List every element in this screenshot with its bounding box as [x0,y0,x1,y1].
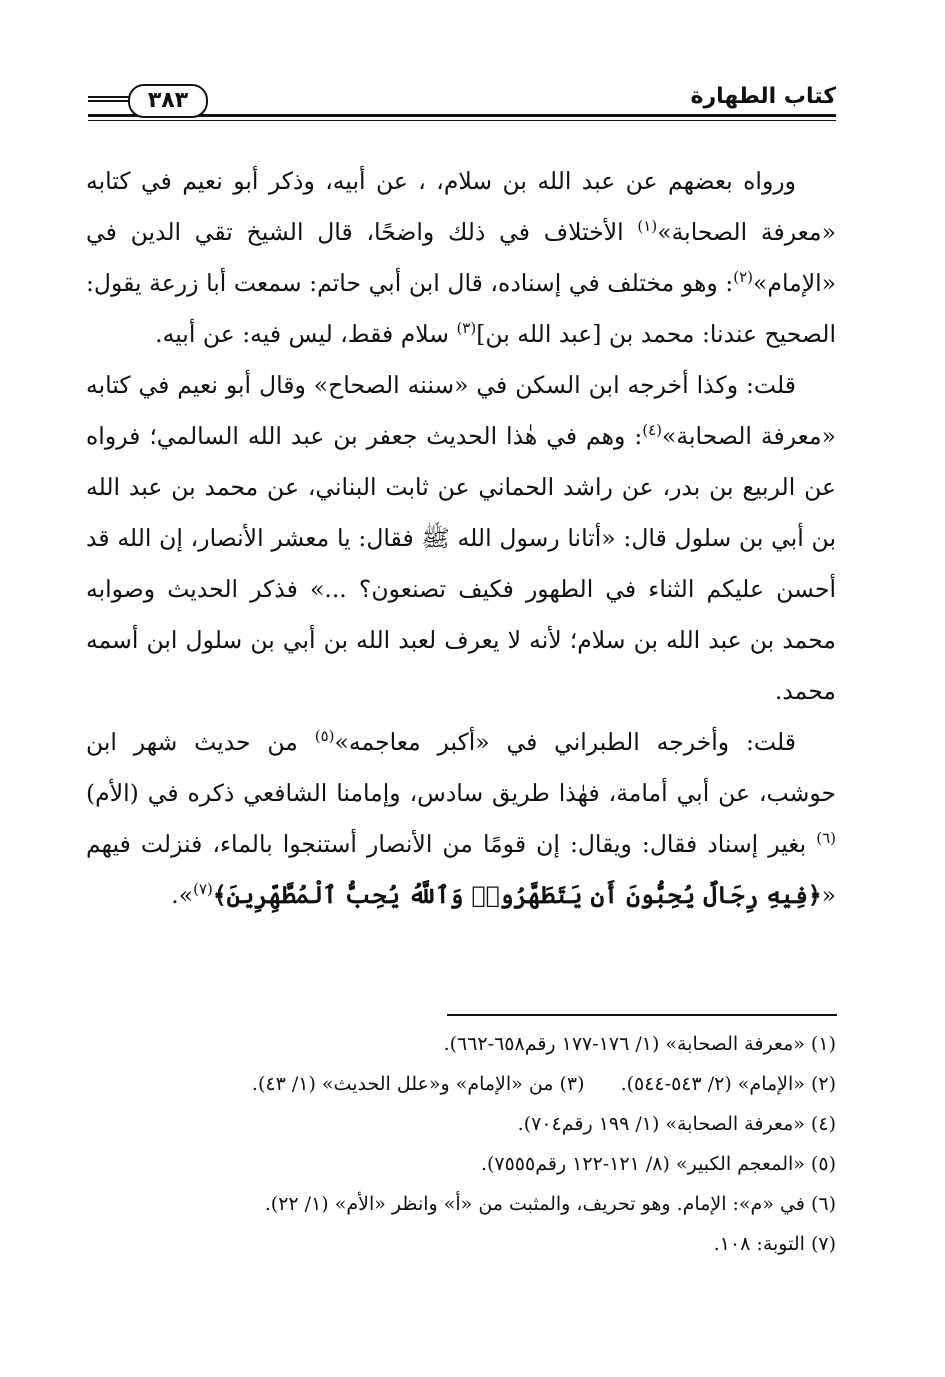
paragraph-2 [86,360,836,717]
footnote-ref-3: (٣) [456,319,477,338]
footnote-1: (١) «معرفة الصحابة» (١/ ١٧٦-١٧٧ رقم٦٥٨-٦٦٢). [443,1033,836,1055]
footnote-ref-7: (٧) [193,880,213,899]
footnote-line [86,1064,836,1104]
paragraph-1 [86,156,836,360]
paragraph-3-text-d: ». [171,881,194,909]
paragraph-1-text-d: سلام فقط، ليس فيه: عن أبيه. [155,320,457,348]
footnote-ref-1: (١) [637,217,658,236]
footnote-line [86,1024,836,1064]
page-header [88,78,836,130]
main-text [86,156,836,921]
paragraph-3 [86,717,836,921]
footnote-ref-4: (٤) [642,421,663,440]
page-number: ٣٨٣ [128,84,208,118]
footnote-line [86,1144,836,1184]
footnote-4: (٤) «معرفة الصحابة» (١/ ١٩٩ رقم٧٠٤). [517,1113,836,1135]
header-rule-thin [88,120,836,121]
footnote-2: (٢) «الإمام» (٢/ ٥٤٣-٥٤٤). [620,1073,836,1095]
quran-verse: ﴿فِيهِ رِجَالٌ يُحِبُّونَ أَن يَتَطَهَّرُوا۟ وَٱللَّهُ يُحِبُّ ٱلْمُطَّهِّرِينَ﴾ [212,881,822,909]
paragraph-3-text-c: بغير إسناد فقال: ويقال: إن قومًا من الأنصار أستنجوا بالماء، فنزلت فيهم « [86,830,836,909]
footnote-ref-2: (٢) [733,268,754,287]
paragraph-1-text-b: الأختلاف في ذلك واضحًا، قال الشيخ تقي الدين في «الإمام» [86,218,836,297]
paragraph-3-text-b: من حديث شهر ابن حوشب، عن أبي أمامة، فهٰذا طريق سادس، وإمامنا الشافعي ذكره في (الأم) [86,728,836,807]
footnote-line [86,1184,836,1224]
footnote-5: (٥) «المعجم الكبير» (٨/ ١٢١-١٢٢ رقم٧٥٥٥). [480,1153,836,1175]
footnote-6: (٦) في «م»: الإمام. وهو تحريف، والمثبت من «أ» وانظر «الأم» (١/ ٢٢). [264,1193,836,1215]
chapter-title: كتاب الطهارة [690,84,836,109]
footnote-ref-5: (٥) [314,727,335,746]
paragraph-2-text-b: : وهم في هٰذا الحديث جعفر بن عبد الله السالمي؛ فرواه عن الربيع بن بدر، عن راشد الحماني عن ثابت البناني، عن محمد بن عبد الله بن أبي بن سلول قال: «أتانا رسول الله ﷺ فقال: يا معشر الأنصار، إن الله قد أحسن عليكم الثناء في الطهور فكيف تصنعون؟ ...» فذكر الحديث وصوابه محمد بن عبد الله بن سلام؛ لأنه لا يعرف لعبد الله بن أبي بن سلول ابن أسمه محمد. [86,422,836,705]
footnote-divider [447,1014,837,1016]
footnotes [86,1024,836,1264]
header-rule-left [88,96,132,102]
footnote-7: (٧) التوبة: ١٠٨. [713,1233,836,1255]
footnote-ref-6: (٦) [816,829,836,848]
footnote-line [86,1224,836,1264]
footnote-line [86,1104,836,1144]
paragraph-1-text-c: : وهو مختلف في إسناده، قال ابن أبي حاتم: سمعت أبا زرعة يقول: الصحيح عندنا: محمد بن [عبد الله بن] [86,269,836,348]
footnote-3: (٣) من «الإمام» و«علل الحديث» (١/ ٤٣). [251,1073,585,1095]
paragraph-2-text-a: قلت: وكذا أخرجه ابن السكن في «سننه الصحاح» وقال أبو نعيم في كتابه «معرفة الصحابة» [86,371,836,450]
footnote-spacer [585,1064,621,1104]
paragraph-3-text-a: قلت: وأخرجه الطبراني في «أكبر معاجمه» [334,728,796,756]
paragraph-1-text-a: ورواه بعضهم عن عبد الله بن سلام، ، عن أبيه، وذكر أبو نعيم في كتابه «معرفة الصحابة» [86,167,836,246]
